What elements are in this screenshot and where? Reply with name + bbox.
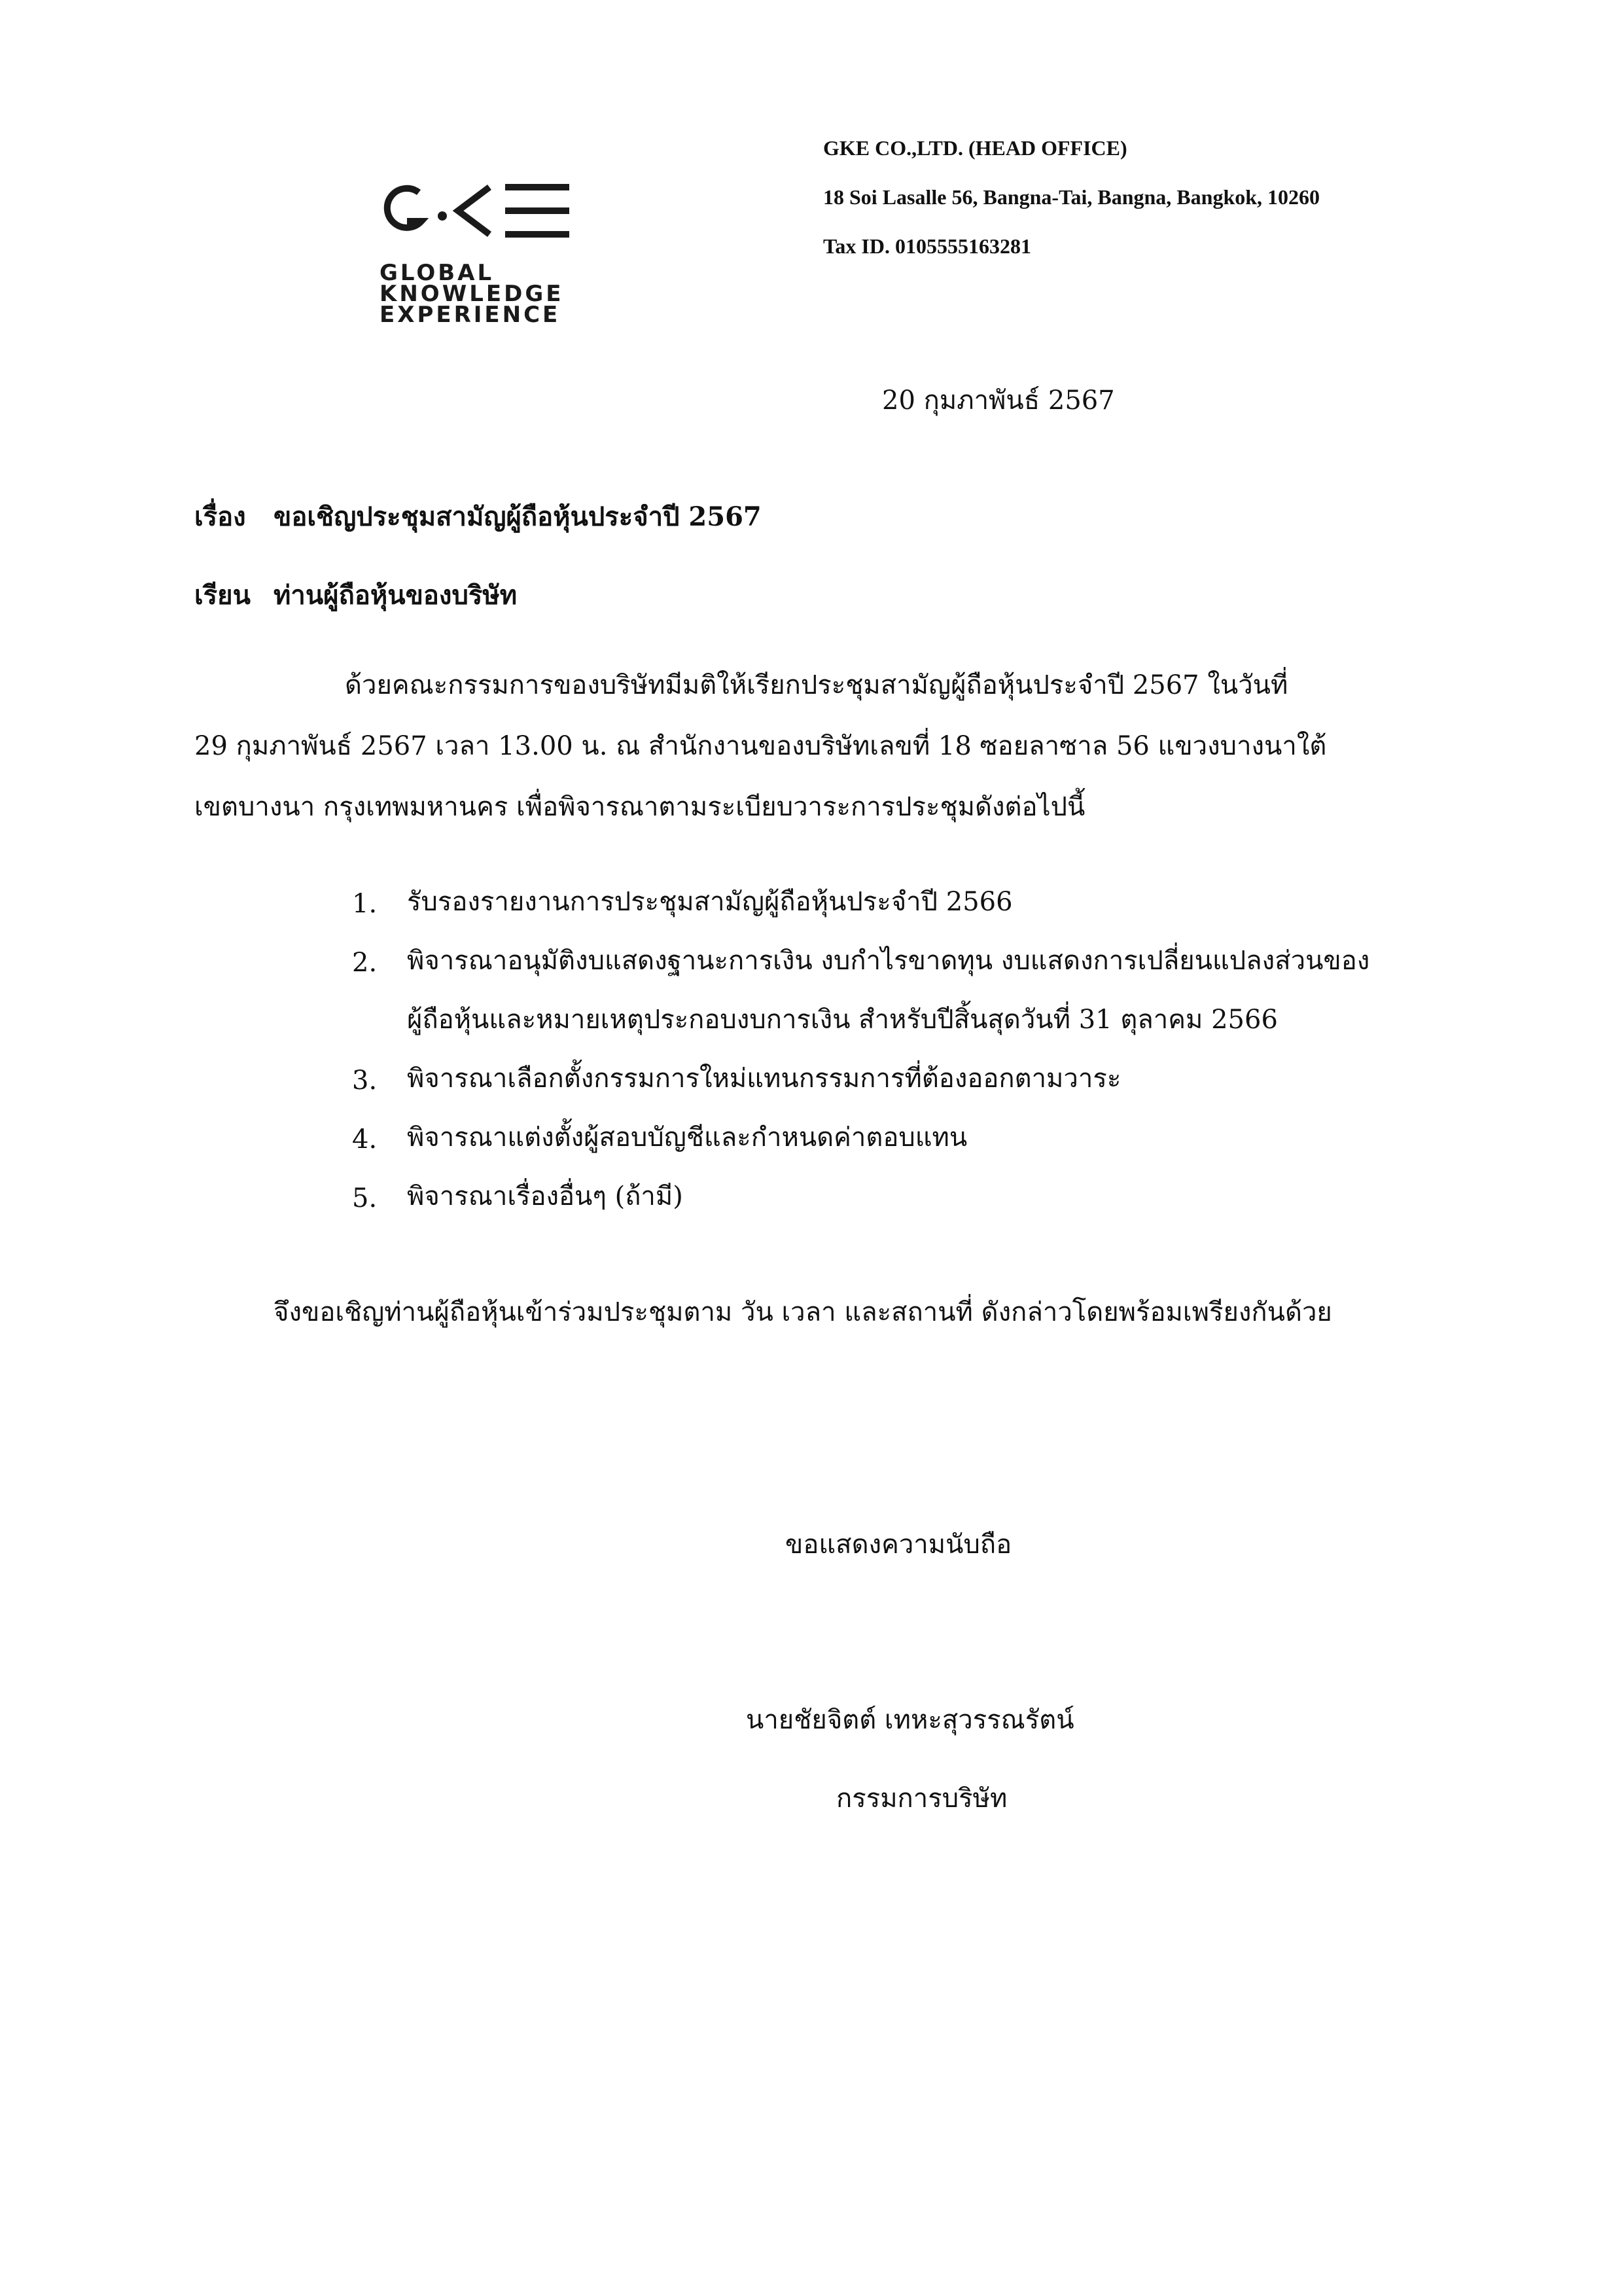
agenda-item-4: พิจารณาแต่งตั้งผู้สอบบัญชีและกำหนดค่าตอบแทน bbox=[407, 1122, 968, 1153]
recipient-text: ท่านผู้ถือหุ้นของบริษัท bbox=[274, 580, 518, 611]
agenda-item-1: รับรองรายงานการประชุมสามัญผู้ถือหุ้นประจำปี 2566 bbox=[407, 887, 1013, 917]
agenda-number: 4. bbox=[352, 1124, 378, 1155]
signoff: ขอแสดงความนับถือ bbox=[785, 1530, 1012, 1560]
company-tax-id: Tax ID. 0105555163281 bbox=[823, 234, 1031, 258]
gke-logo-mark bbox=[378, 178, 574, 243]
body-line-3: เขตบางนา กรุงเทพมหานคร เพื่อพิจารณาตามระเบียบวาระการประชุมดังต่อไปนี้ bbox=[194, 792, 1086, 822]
letter-date: 20 กุมภาพันธ์ 2567 bbox=[882, 386, 1115, 416]
closing-sentence: จึงขอเชิญท่านผู้ถือหุ้นเข้าร่วมประชุมตาม วัน เวลา และสถานที่ ดังกล่าวโดยพร้อมเพรียงกันด้วย bbox=[274, 1297, 1332, 1327]
agenda-number: 1. bbox=[352, 889, 378, 919]
company-address: 18 Soi Lasalle 56, Bangna-Tai, Bangna, Bangkok, 10260 bbox=[823, 185, 1320, 209]
agenda-item-3: พิจารณาเลือกตั้งกรรมการใหม่แทนกรรมการที่ต้องออกตามวาระ bbox=[407, 1064, 1121, 1094]
body-line-1: ด้วยคณะกรรมการของบริษัทมีมติให้เรียกประชุมสามัญผู้ถือหุ้นประจำปี 2567 ในวันที่ bbox=[345, 670, 1288, 700]
body-line-2: 29 กุมภาพันธ์ 2567 เวลา 13.00 น. ณ สำนักงานของบริษัทเลขที่ 18 ซอยลาซาล 56 แขวงบางนาใต้ bbox=[194, 731, 1327, 761]
logo-word-experience: EXPERIENCE bbox=[380, 302, 561, 328]
agenda-item-5: พิจารณาเรื่องอื่นๆ (ถ้ามี) bbox=[407, 1181, 683, 1211]
subject-text: ขอเชิญประชุมสามัญผู้ถือหุ้นประจำปี 2567 bbox=[274, 501, 762, 532]
signer-name: นายชัยจิตต์ เทหะสุวรรณรัตน์ bbox=[746, 1705, 1074, 1735]
agenda-number: 2. bbox=[352, 948, 378, 978]
subject-label: เรื่อง bbox=[194, 501, 246, 532]
agenda-item-2-line-1: พิจารณาอนุมัติงบแสดงฐานะการเงิน งบกำไรขาดทุน งบแสดงการเปลี่ยนแปลงส่วนของ bbox=[407, 946, 1370, 976]
agenda-item-2-line-2: ผู้ถือหุ้นและหมายเหตุประกอบงบการเงิน สำหรับปีสิ้นสุดวันที่ 31 ตุลาคม 2566 bbox=[407, 1005, 1278, 1035]
company-name: GKE CO.,LTD. (HEAD OFFICE) bbox=[823, 136, 1127, 160]
logo-word-global: GLOBAL bbox=[380, 260, 495, 286]
agenda-number: 5. bbox=[352, 1183, 378, 1213]
signer-title: กรรมการบริษัท bbox=[836, 1784, 1008, 1814]
recipient-label: เรียน bbox=[194, 580, 251, 611]
agenda-number: 3. bbox=[352, 1066, 378, 1096]
company-logo bbox=[378, 178, 574, 328]
logo-word-knowledge: KNOWLEDGE bbox=[380, 281, 564, 307]
